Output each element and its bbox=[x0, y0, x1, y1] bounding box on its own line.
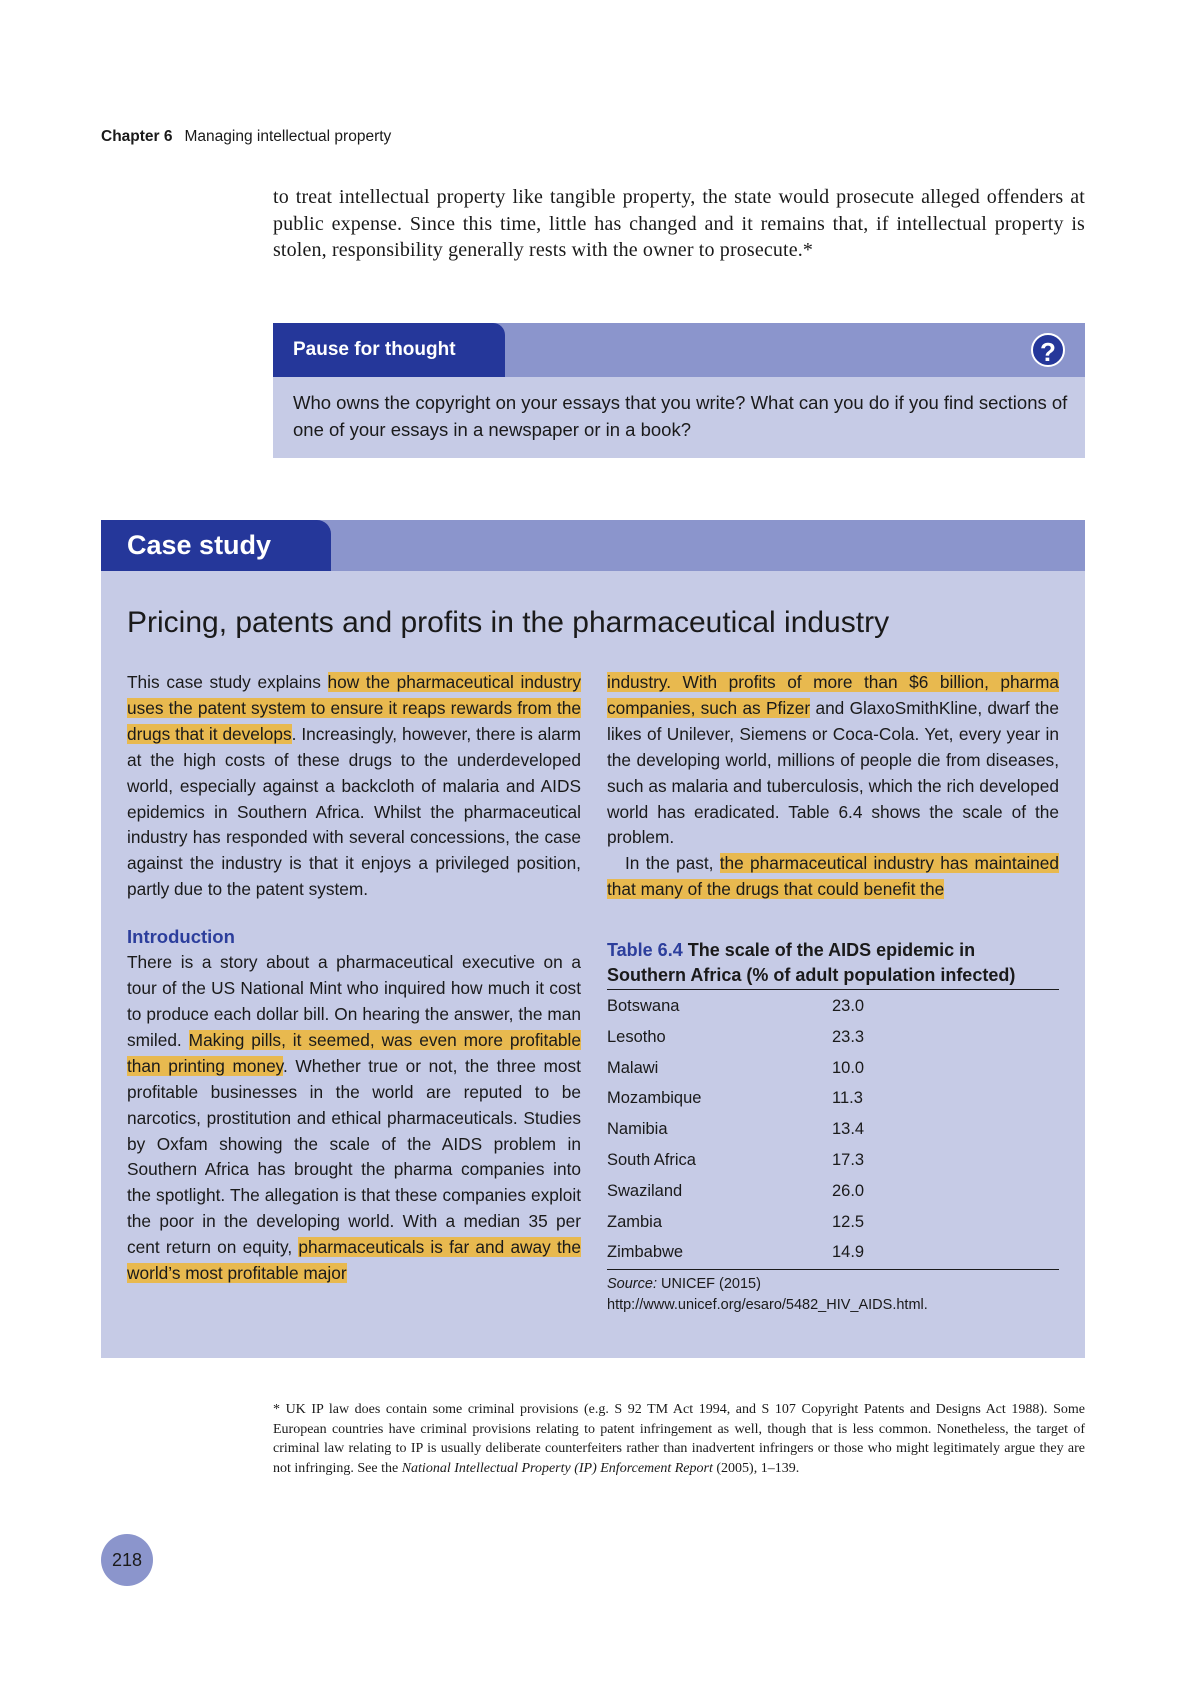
pause-for-thought-label: Pause for thought bbox=[273, 323, 505, 377]
page-number: 218 bbox=[101, 1534, 153, 1586]
country-cell: Botswana bbox=[607, 997, 680, 1015]
body-paragraph: to treat intellectual property like tangible property, the state would prosecute alleged offenders at public expense. Since this time, little has changed and it remains that, if intellectual property is stolen, responsibility generally rests with the owner to prosecute.* bbox=[273, 186, 1085, 261]
highlighted-text: how the pharmaceutical industry uses the patent system to ensure it reaps rewards from the drugs that it develops bbox=[127, 672, 581, 744]
chapter-label: Chapter 6 bbox=[101, 128, 173, 145]
text-run: . Whether true or not, the three most profitable businesses in the world are reputed to be narcotics, prostitution and ethical pharmaceuticals. Studies by Oxfam showing the scale of the AIDS problem in Southern Africa has brought the pharma companies into the spotlight. The allegation is that these companies exploit the poor in the developing world. With a median 35 per cent return on equity, bbox=[127, 1055, 581, 1258]
question-icon: ? bbox=[1031, 333, 1065, 367]
value-cell: 12.5 bbox=[832, 1212, 865, 1231]
value-cell: 11.3 bbox=[832, 1089, 863, 1108]
country-cell: Zimbabwe bbox=[607, 1243, 684, 1262]
source-text: UNICEF (2015) http://www.unicef.org/esaro/5482_HIV_AIDS.html. bbox=[607, 1276, 928, 1314]
table-row bbox=[607, 1236, 1059, 1267]
table-source bbox=[607, 1274, 1059, 1316]
introduction-heading: Introduction bbox=[127, 926, 235, 948]
case-study-paragraph-1 bbox=[127, 670, 581, 903]
highlighted-text: the pharmaceutical industry has maintained that many of the drugs that could benefit the bbox=[607, 853, 1059, 900]
country-cell: Mozambique bbox=[607, 1089, 702, 1108]
source-label: Source: bbox=[607, 1276, 657, 1293]
table-row bbox=[607, 1021, 1059, 1052]
case-study-paragraph-3 bbox=[607, 851, 1059, 903]
footnote-text: * UK IP law does contain some criminal provisions (e.g. S 92 TM Act 1994, and S 107 Copyright Patents and Designs Act 1988). Some European countries have criminal provisions relating to patent infringement as well, though that is less common. Nonetheless, the target of criminal law relating to IP is usually deliberate counterfeiters rather than inadvertent infringers or those who might legitimately argue they are not infringing. See the bbox=[273, 1402, 1085, 1476]
table-row bbox=[607, 1082, 1059, 1113]
table-row bbox=[607, 1175, 1059, 1206]
table-row bbox=[607, 1206, 1059, 1237]
footnote-italic: National Intellectual Property (IP) Enforcement Report bbox=[401, 1460, 713, 1476]
table-caption-text: The scale of the AIDS epidemic in Southern Africa (% of adult population infected) bbox=[607, 940, 1016, 985]
table-row bbox=[607, 1113, 1059, 1144]
highlighted-text: industry. With profits of more than $6 billion, pharma companies, such as Pfizer bbox=[607, 672, 1059, 718]
table-label: Table 6.4 bbox=[607, 940, 683, 960]
table-row bbox=[607, 990, 1059, 1021]
case-study-paragraph-2 bbox=[127, 950, 581, 1287]
highlighted-text: Making pills, it seemed, was even more profitable than printing money bbox=[127, 1029, 581, 1076]
value-cell: 10.0 bbox=[832, 1058, 865, 1077]
value-cell: 23.3 bbox=[832, 1027, 865, 1046]
text-run: This case study explains bbox=[127, 672, 328, 692]
table-caption bbox=[607, 938, 1059, 990]
country-cell: Zambia bbox=[607, 1212, 663, 1231]
country-cell: South Africa bbox=[607, 1150, 696, 1169]
country-cell: Malawi bbox=[607, 1058, 659, 1077]
value-cell: 26.0 bbox=[832, 1181, 865, 1200]
table-row bbox=[607, 1052, 1059, 1083]
case-study-left-column bbox=[127, 670, 581, 1287]
footnote bbox=[273, 1400, 1085, 1478]
case-study-paragraph-2-cont bbox=[607, 670, 1059, 851]
country-cell: Swaziland bbox=[607, 1181, 683, 1200]
chapter-title: Managing intellectual property bbox=[184, 128, 392, 145]
text-run: and GlaxoSmithKline, dwarf the likes of Unilever, Siemens or Coca-Cola. Yet, every year in the developing world, millions of people die from diseases, such as malaria and tuberculosis, which the rich developed world has eradicated. Table 6.4 shows the scale of the problem. bbox=[607, 697, 1059, 848]
country-cell: Lesotho bbox=[607, 1027, 666, 1046]
aids-table bbox=[607, 938, 1059, 1316]
pause-for-thought-box bbox=[273, 323, 1085, 458]
table-body bbox=[607, 990, 1059, 1270]
table-row bbox=[607, 1144, 1059, 1175]
pause-for-thought-text: Who owns the copyright on your essays that you write? What can you do if you find sections of one of your essays in a newspaper or in a book? bbox=[293, 392, 1068, 440]
value-cell: 23.0 bbox=[832, 997, 865, 1015]
running-head bbox=[101, 128, 391, 146]
case-study-box bbox=[101, 520, 1085, 1358]
case-study-label: Case study bbox=[101, 520, 331, 571]
highlighted-text: pharmaceuticals is far and away the world’s most profitable major bbox=[127, 1237, 581, 1284]
footnote-text-end: (2005), 1–139. bbox=[712, 1460, 800, 1476]
value-cell: 17.3 bbox=[832, 1150, 865, 1169]
value-cell: 13.4 bbox=[832, 1120, 865, 1139]
value-cell: 14.9 bbox=[832, 1243, 865, 1262]
text-run: In the past, bbox=[625, 853, 720, 874]
text-run: There is a story about a pharmaceutical executive on a tour of the US National Mint who inquired how much it cost to produce each dollar bill. On hearing the answer, the man smiled. bbox=[127, 952, 581, 1050]
country-cell: Namibia bbox=[607, 1120, 668, 1139]
text-run: . Increasingly, however, there is alarm at the high costs of these drugs to the underdeveloped world, especially against a backcloth of malaria and AIDS epidemics in Southern Africa. Whilst the pharmaceutical industry has responded with several concessions, the case against the industry is that it enjoys a privileged position, partly due to the patent system. bbox=[127, 723, 581, 900]
case-study-title: Pricing, patents and profits in the pharmaceutical industry bbox=[127, 606, 890, 639]
case-study-right-column bbox=[607, 670, 1059, 903]
